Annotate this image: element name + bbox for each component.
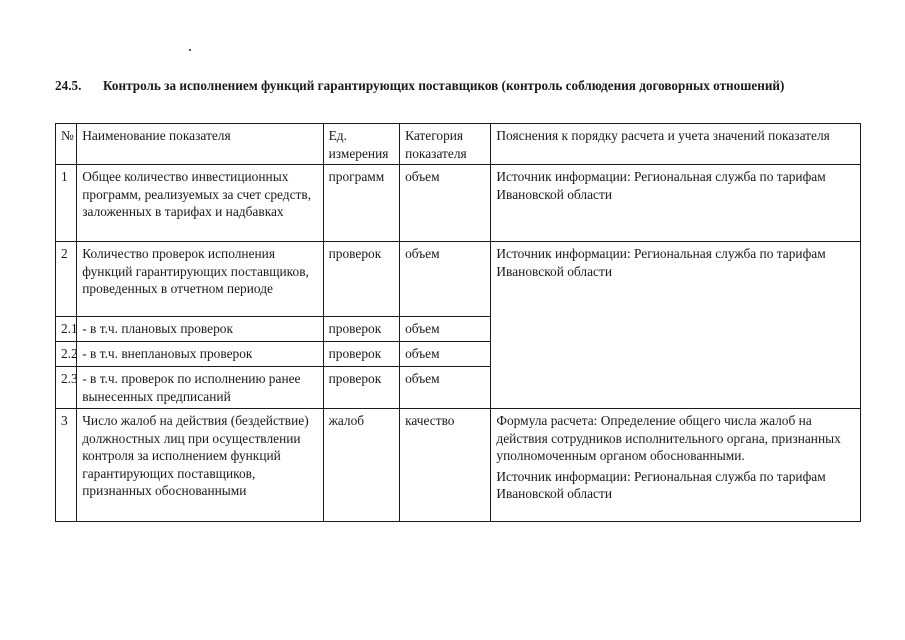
header-name: Наименование показателя xyxy=(77,124,323,165)
header-number: № xyxy=(56,124,77,165)
table-header-row xyxy=(56,124,861,165)
row-name: Количество проверок исполнения функций гарантирующих поставщиков, проведенных в отчетном периоде xyxy=(77,242,323,317)
row-name: - в т.ч. проверок по исполнению ранее вынесенных предписаний xyxy=(77,367,323,409)
row-category: объем xyxy=(400,242,491,317)
section-number: 24.5. xyxy=(55,78,82,93)
row-number: 2.3 xyxy=(56,367,77,409)
row-unit: проверок xyxy=(323,317,399,342)
header-category: Категория показателя xyxy=(400,124,491,165)
row-note-source: Источник информации: Региональная служба по тарифам Ивановской области xyxy=(496,468,826,501)
section-title: Контроль за исполнением функций гарантирующих поставщиков (контроль соблюдения договорных отношений) xyxy=(103,78,785,93)
row-number: 2.2 xyxy=(56,342,77,367)
table-row xyxy=(56,242,861,317)
row-note: Источник информации: Региональная служба по тарифам Ивановской области xyxy=(491,165,861,242)
row-number: 1 xyxy=(56,165,77,242)
row-unit: проверок xyxy=(323,242,399,317)
header-unit: Ед. измерения xyxy=(323,124,399,165)
row-number: 2 xyxy=(56,242,77,317)
row-unit: проверок xyxy=(323,342,399,367)
row-category: объем xyxy=(400,317,491,342)
indicators-table xyxy=(55,123,861,522)
row-note-formula: Формула расчета: Определение общего числа жалоб на действия сотрудников исполнительного органа, признанных уполномоченным органом обоснованными. xyxy=(496,413,841,463)
header-notes: Пояснения к порядку расчета и учета значений показателя xyxy=(491,124,861,165)
row-unit: жалоб xyxy=(323,409,399,522)
row-note xyxy=(491,409,861,522)
row-note: Источник информации: Региональная служба по тарифам Ивановской области xyxy=(491,242,861,409)
row-number: 3 xyxy=(56,409,77,522)
row-unit: программ xyxy=(323,165,399,242)
row-name: Общее количество инвестиционных программ, реализуемых за счет средств, заложенных в тарифах и надбавках xyxy=(77,165,323,242)
row-unit: проверок xyxy=(323,367,399,409)
scan-speck xyxy=(189,49,191,51)
row-name: - в т.ч. внеплановых проверок xyxy=(77,342,323,367)
row-category: качество xyxy=(400,409,491,522)
table-row xyxy=(56,409,861,522)
row-name: Число жалоб на действия (бездействие) должностных лиц при осуществлении контроля за исполнением функций гарантирующих поставщиков, признанных обоснованными xyxy=(77,409,323,522)
section-heading xyxy=(55,77,845,94)
row-number: 2.1 xyxy=(56,317,77,342)
table-row xyxy=(56,165,861,242)
row-name: - в т.ч. плановых проверок xyxy=(77,317,323,342)
row-category: объем xyxy=(400,342,491,367)
row-category: объем xyxy=(400,367,491,409)
row-category: объем xyxy=(400,165,491,242)
